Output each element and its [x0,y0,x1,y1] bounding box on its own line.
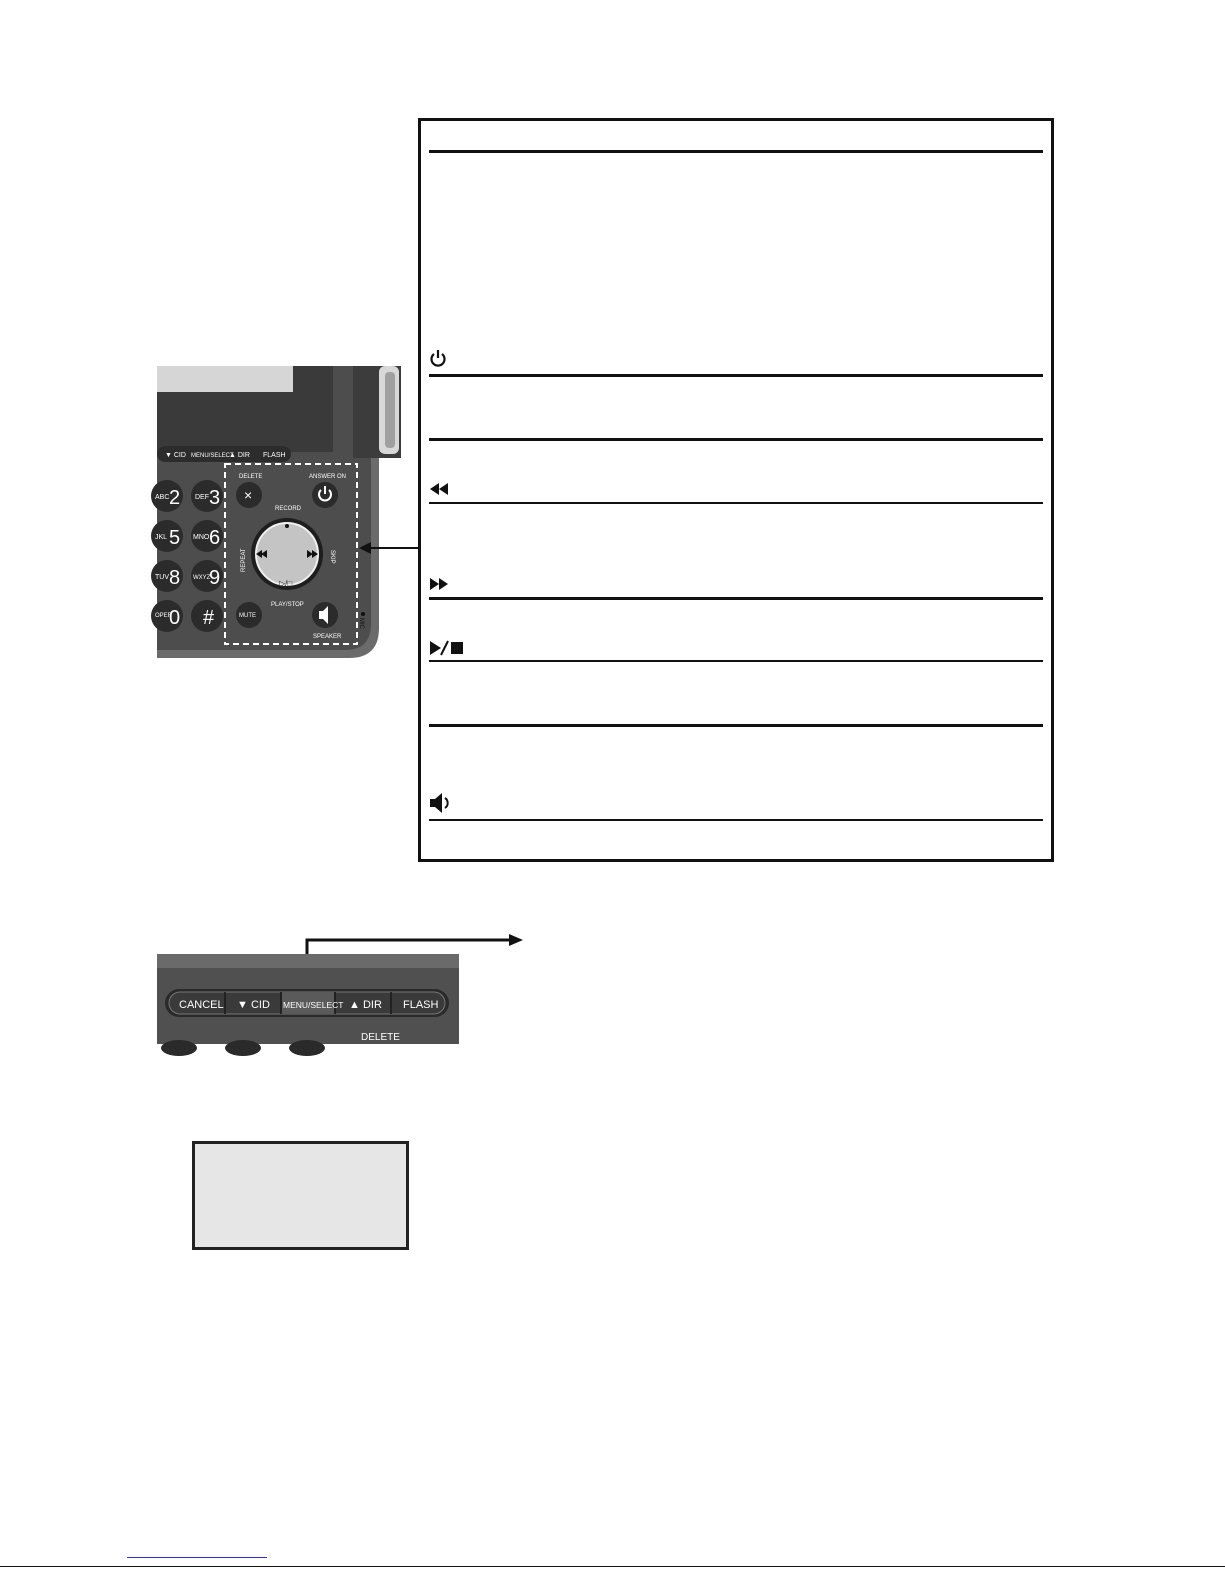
dialpad-digit: 2 [169,487,181,509]
callout-arrow [359,540,421,561]
flash-button[interactable]: FLASH [403,999,439,1011]
dialpad-digit: 0 [169,607,181,629]
delete-label: DELETE [239,474,263,480]
dialpad-digit: 6 [209,527,221,549]
flash-key-label: FLASH [263,452,286,459]
row-divider [429,502,1043,504]
fast-forward-icon [430,578,450,590]
base-keys-illustration [157,366,417,664]
cancel-button[interactable]: CANCEL [179,999,224,1011]
rewind-icon [430,483,450,495]
dialpad-digit: 3 [209,487,221,509]
delete-label: DELETE [361,1032,400,1043]
dialpad-digit: 5 [169,527,181,549]
dialpad-letters: WXYZ [193,575,211,581]
speaker-label: SPEAKER [313,634,342,640]
dialpad-letters: MNO [193,534,210,541]
answer-on-button[interactable] [312,482,338,508]
play-stop-icon [430,640,466,656]
speaker-icon [430,793,456,813]
answer-on-label: ANSWER ON [309,474,347,480]
dialpad-letters: JKL [155,534,168,541]
mic-label: MIC [358,618,364,629]
menu-select-button[interactable]: MENU/SELECT [283,1000,344,1010]
dir-key-label: ▲ DIR [229,452,250,459]
dialpad-digit: # [203,607,215,629]
power-icon [430,349,446,367]
table-header-rule [429,150,1043,153]
lcd-screen [192,1141,409,1250]
function-table [418,118,1054,862]
dialpad-letters: TUV [155,574,169,581]
row-divider [429,724,1043,727]
menu-select-key-label: MENU/SELECT [191,453,234,459]
cid-key-label: ▼ CID [165,452,186,459]
dialpad-letters: OPER [155,613,173,619]
row-divider [429,438,1043,441]
mute-label: MUTE [239,613,256,619]
delete-symbol: × [244,487,253,503]
dialpad-letters: ABC [155,494,170,501]
row-divider [429,660,1043,662]
dialpad-digit: 9 [209,567,221,589]
row-divider [429,374,1043,377]
cid-button[interactable]: ▼ CID [237,999,270,1011]
footer-link[interactable] [127,1557,267,1558]
skip-label: SKIP [329,550,335,564]
record-label: RECORD [275,506,302,512]
footer-rule [0,1566,1225,1567]
row-divider [429,819,1043,821]
dir-button[interactable]: ▲ DIR [349,999,382,1011]
dialpad-digit: 8 [169,567,181,589]
dialpad-letters: DEF [195,494,209,501]
key-row-illustration [157,934,537,1046]
repeat-label: REPEAT [241,548,247,572]
nav-play-stop-symbol: ▷/□ [279,579,293,588]
play-stop-label: PLAY/STOP [271,602,304,608]
row-divider [429,597,1043,600]
